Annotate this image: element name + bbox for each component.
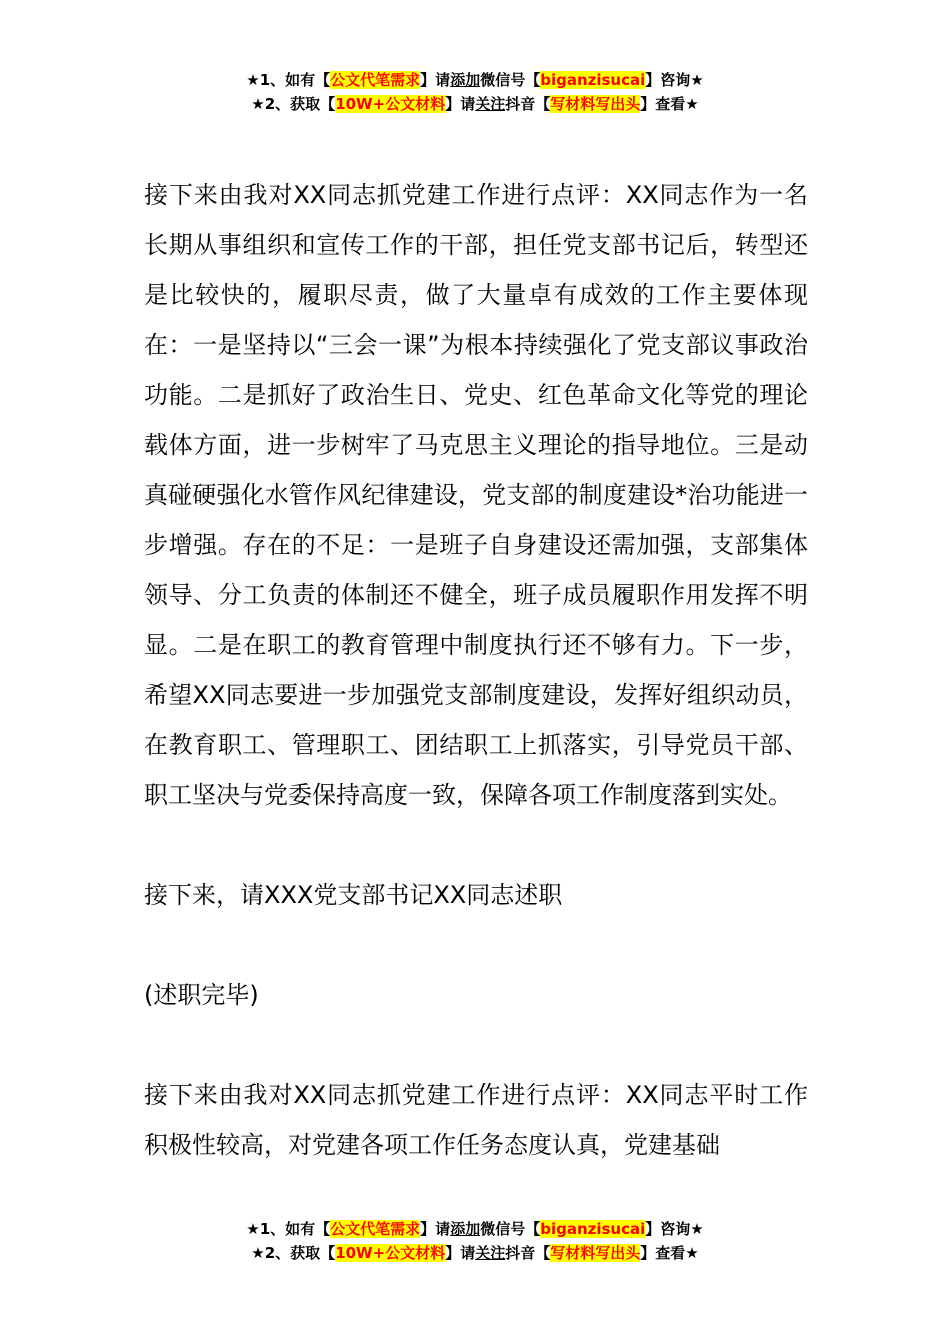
- banner-line-1: [0, 68, 950, 92]
- banner-text: 抖音【: [505, 1244, 551, 1262]
- banner-text: 】咨询★: [645, 1220, 704, 1238]
- banner-text: 】请: [420, 71, 451, 89]
- banner-text: ★1、如有【: [246, 1220, 331, 1238]
- highlight-service: 公文代笔需求: [330, 1220, 421, 1238]
- banner-text: 】请: [445, 95, 476, 113]
- banner-text: ★2、获取【: [251, 1244, 336, 1262]
- banner-line-1: [0, 1217, 950, 1241]
- underlined-text: 关注: [475, 95, 506, 113]
- highlight-wechat-id: biganzisucai: [540, 71, 646, 89]
- paragraph-review-2: 接下来由我对XX同志抓党建工作进行点评：XX同志平时工作积极性较高，对党建各项工作任务态度认真，党建基础: [144, 1081, 808, 1159]
- banner-text: ★1、如有【: [246, 71, 331, 89]
- banner-text: 】查看★: [640, 1244, 699, 1262]
- highlight-douyin-account: 写材料写出头: [550, 1244, 641, 1262]
- banner-text: 】咨询★: [645, 71, 704, 89]
- document-body: [144, 170, 808, 1170]
- paragraph-review-2-wrapper: [144, 1070, 808, 1170]
- underlined-text: 添加: [450, 1220, 481, 1238]
- banner-text: 】请: [420, 1220, 451, 1238]
- header-banner: [0, 68, 950, 116]
- highlight-douyin-account: 写材料写出头: [550, 95, 641, 113]
- highlight-materials: 10W+公文材料: [335, 1244, 446, 1262]
- banner-text: 抖音【: [505, 95, 551, 113]
- paragraph-invite-report: 接下来，请XXX党支部书记XX同志述职: [144, 881, 563, 909]
- banner-text: ★2、获取【: [251, 95, 336, 113]
- underlined-text: 添加: [450, 71, 481, 89]
- highlight-service: 公文代笔需求: [330, 71, 421, 89]
- paragraph-report-done: (述职完毕): [144, 981, 259, 1009]
- highlight-materials: 10W+公文材料: [335, 95, 446, 113]
- banner-text: 微信号【: [480, 71, 541, 89]
- banner-line-2: [0, 1241, 950, 1265]
- banner-text: 】请: [445, 1244, 476, 1262]
- highlight-wechat-id: biganzisucai: [540, 1220, 646, 1238]
- footer-banner: [0, 1217, 950, 1265]
- banner-text: 】查看★: [640, 95, 699, 113]
- paragraph-review-1: 接下来由我对XX同志抓党建工作进行点评：XX同志作为一名长期从事组织和宣传工作的干部，担任党支部书记后，转型还是比较快的，履职尽责，做了大量卓有成效的工作主要体现在：一是坚持以“三会一课”为根本持续强化了党支部议事政治功能。二是抓好了政治生日、党史、红色革命文化等党的理论载体方面，进一步树牢了马克思主义理论的指导地位。三是动真碰硬强化水管作风纪律建设，党支部的制度建设*治功能进一步增强。存在的不足：一是班子自身建设还需加强，支部集体领导、分工负责的体制还不健全，班子成员履职作用发挥不明显。二是在职工的教育管理中制度执行还不够有力。下一步，希望XX同志要进一步加强党支部制度建设，发挥好组织动员，在教育职工、管理职工、团结职工上抓落实，引导党员干部、职工坚决与党委保持高度一致，保障各项工作制度落到实处。: [144, 181, 808, 809]
- banner-line-2: [0, 92, 950, 116]
- underlined-text: 关注: [475, 1244, 506, 1262]
- banner-text: 微信号【: [480, 1220, 541, 1238]
